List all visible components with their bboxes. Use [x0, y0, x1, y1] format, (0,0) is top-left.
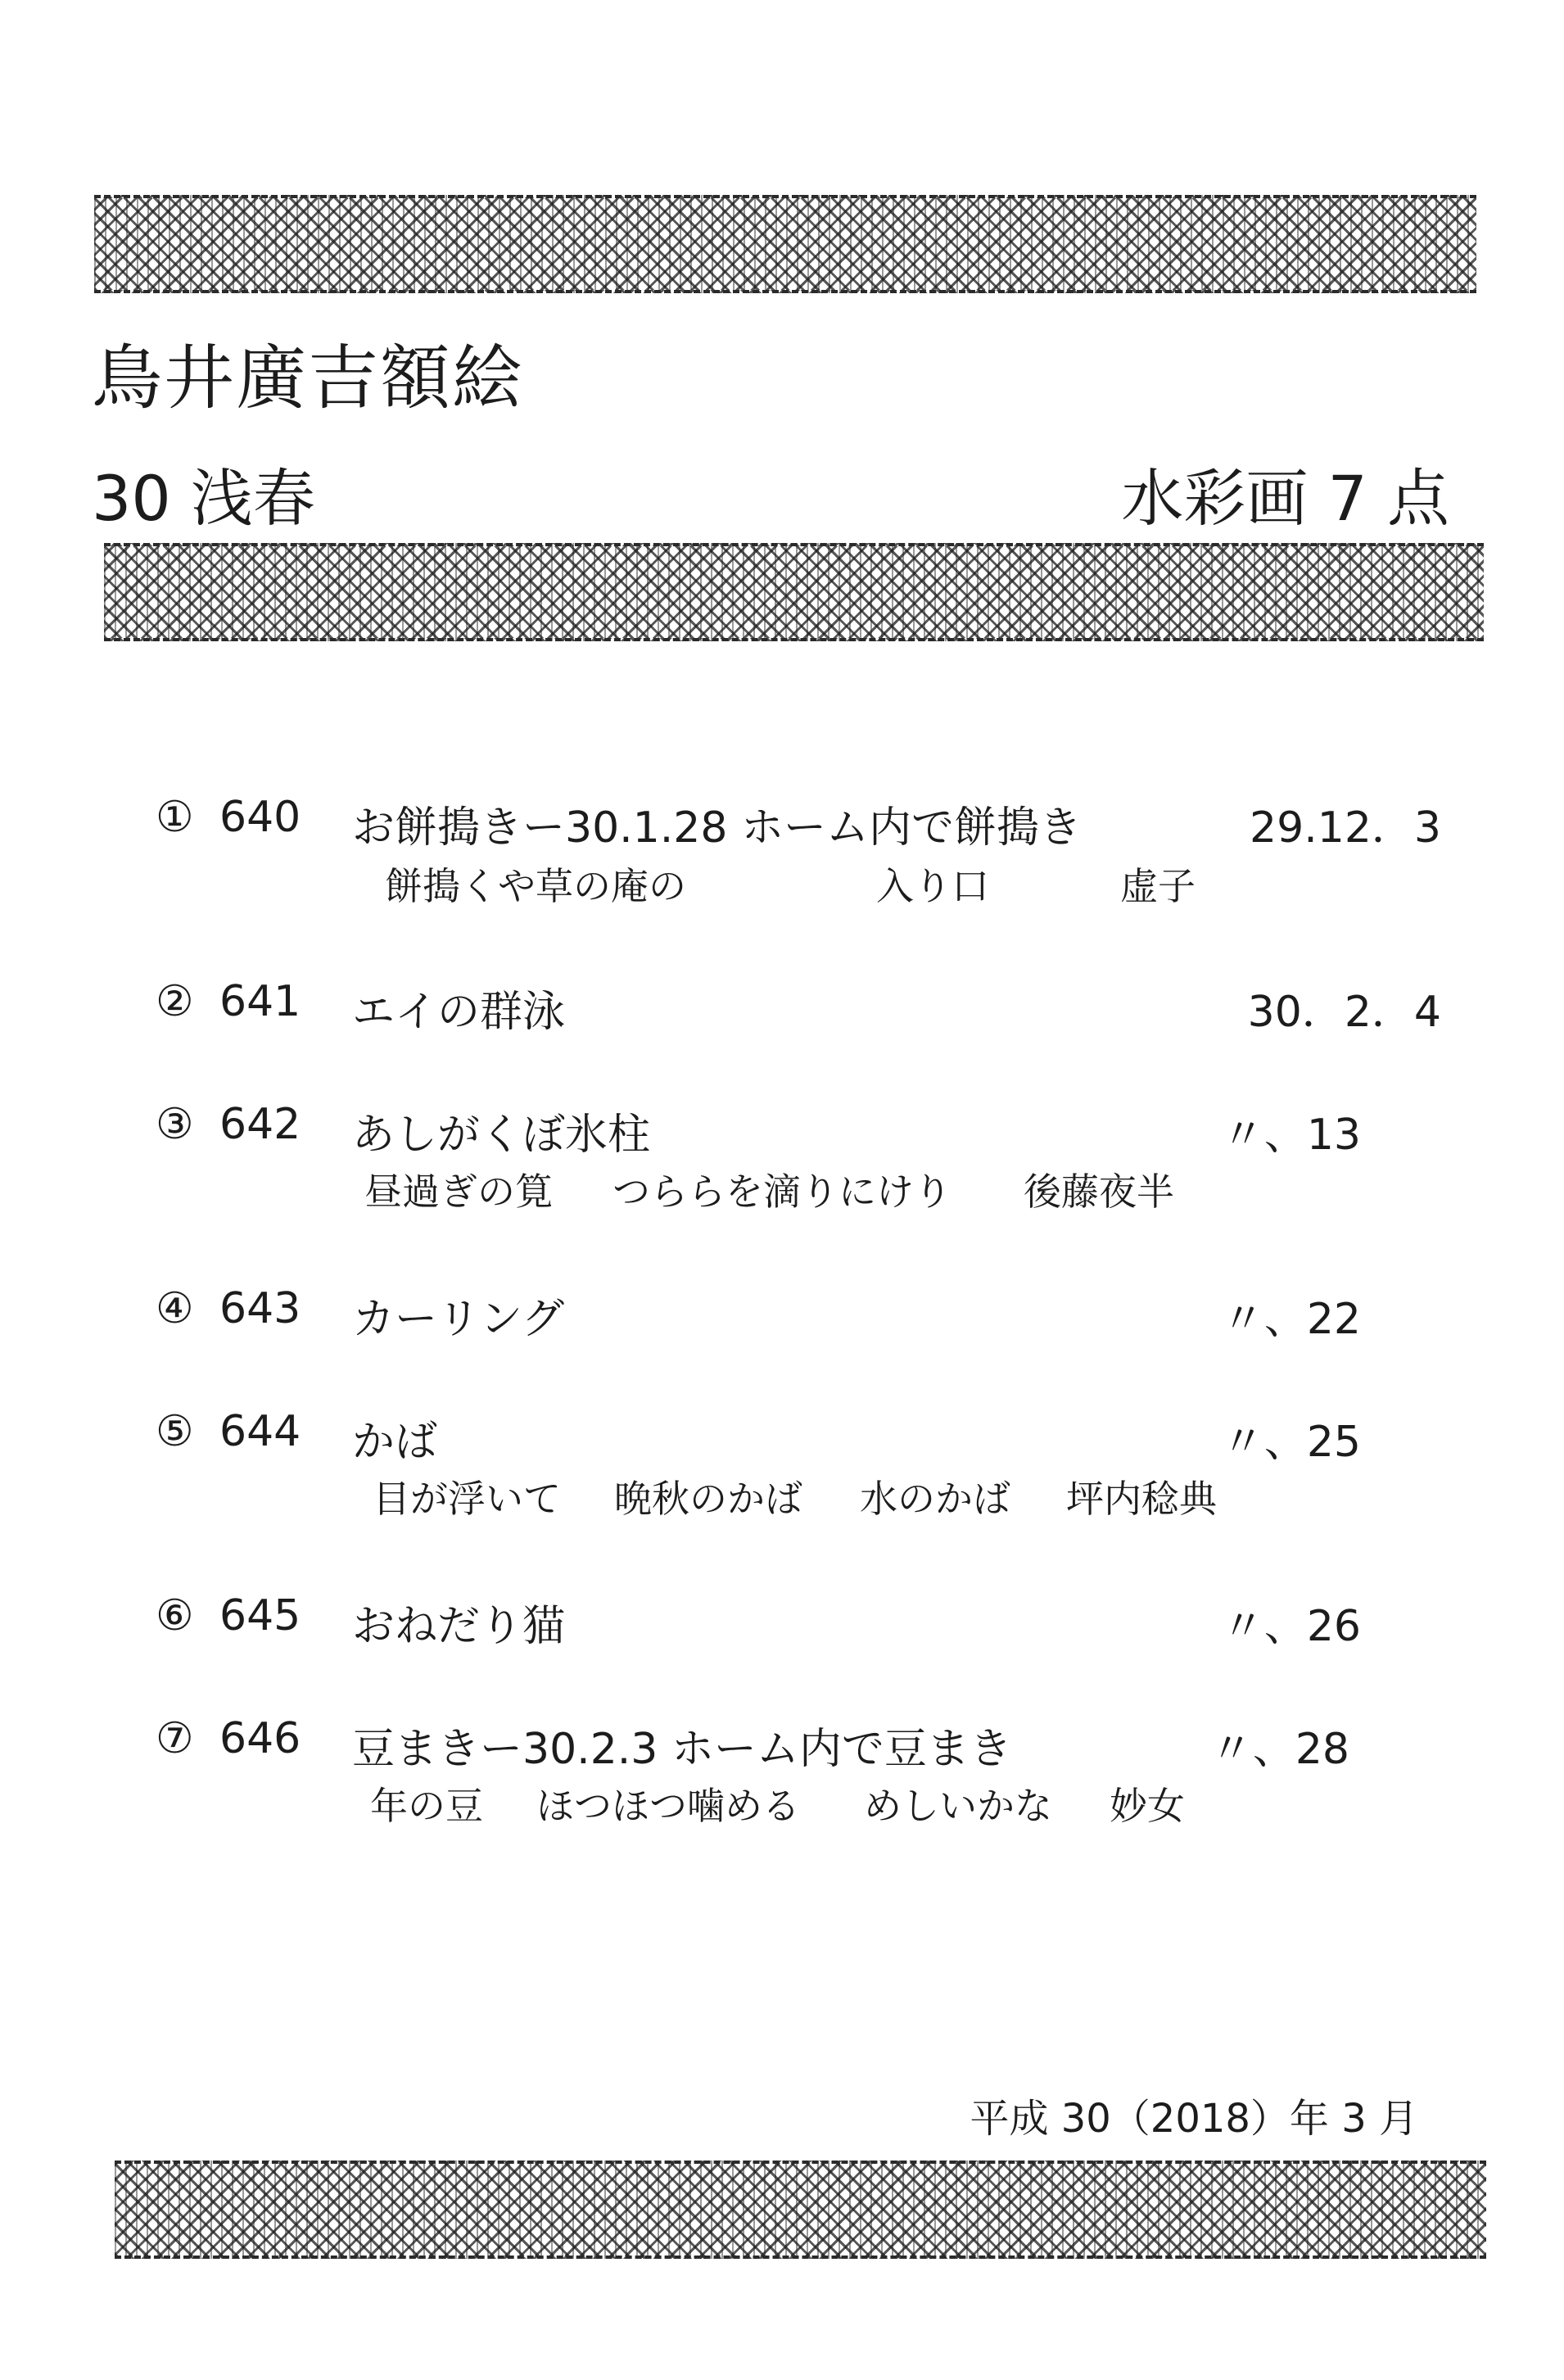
entry-number: ⑦ — [156, 1714, 194, 1763]
entry-title: お餅搗きー30.1.28 ホーム内で餅搗き — [352, 803, 1083, 853]
entry-title: かば — [352, 1418, 438, 1467]
entry-date: 30．2．4 — [1247, 988, 1441, 1037]
haiku-phrase: 目が浮いて — [373, 1477, 561, 1521]
entry-code: 643 — [219, 1284, 301, 1333]
entry-title: おねだり猫 — [352, 1602, 566, 1651]
entry-date: 〃、28 — [1209, 1725, 1349, 1774]
decorative-pattern-band-middle — [104, 543, 1484, 641]
haiku-author: 後藤夜半 — [1024, 1170, 1174, 1214]
entry-date: 〃、26 — [1221, 1602, 1361, 1651]
decorative-pattern-band-bottom — [115, 2161, 1486, 2259]
haiku-author: 妙女 — [1110, 1784, 1185, 1828]
haiku-phrase: めしいかな — [864, 1784, 1052, 1828]
haiku-phrase: 水のかば — [860, 1477, 1010, 1521]
entry-date: 〃、13 — [1221, 1111, 1361, 1160]
entry-date: 〃、25 — [1221, 1418, 1361, 1467]
medium-count: 水彩画 7 点 — [1121, 462, 1449, 535]
entry-title: 豆まきー30.2.3 ホーム内で豆まき — [352, 1725, 1012, 1774]
haiku-phrase: つららを滴りにけり — [612, 1170, 952, 1214]
haiku-phrase: 晩秋のかば — [614, 1477, 802, 1521]
entry-number: ② — [156, 977, 194, 1026]
document-title: 鳥井廣吉額絵 — [92, 337, 524, 419]
entry-number: ⑤ — [156, 1407, 194, 1456]
haiku-phrase: 昼過ぎの筧 — [364, 1170, 553, 1214]
haiku-phrase: ほつほつ噛める — [536, 1784, 800, 1828]
publication-date: 平成 30（2018）年 3 月 — [970, 2096, 1418, 2142]
entry-code: 640 — [219, 793, 301, 842]
entry-number: ④ — [156, 1284, 194, 1333]
entry-title: あしがくぼ氷柱 — [352, 1111, 651, 1160]
decorative-pattern-band-top — [94, 195, 1476, 293]
entry-title: エイの群泳 — [352, 988, 566, 1037]
haiku-author: 虚子 — [1120, 864, 1196, 908]
entry-date: 〃、22 — [1221, 1295, 1361, 1344]
entry-code: 642 — [219, 1100, 301, 1149]
entry-code: 641 — [219, 977, 301, 1026]
haiku-phrase: 入り口 — [876, 864, 989, 908]
entry-code: 646 — [219, 1714, 301, 1763]
entry-title: カーリング — [352, 1295, 564, 1344]
entry-number: ⑥ — [156, 1591, 194, 1640]
entry-code: 644 — [219, 1407, 301, 1456]
series-subtitle: 30 浅春 — [92, 462, 315, 535]
haiku-phrase: 年の豆 — [370, 1784, 483, 1828]
haiku-author: 坪内稔典 — [1066, 1477, 1217, 1521]
entry-number: ① — [156, 793, 194, 842]
entry-code: 645 — [219, 1591, 301, 1640]
entry-date: 29.12．3 — [1250, 803, 1441, 853]
haiku-phrase: 餅搗くや草の庵の — [385, 864, 686, 908]
entry-number: ③ — [156, 1100, 194, 1149]
